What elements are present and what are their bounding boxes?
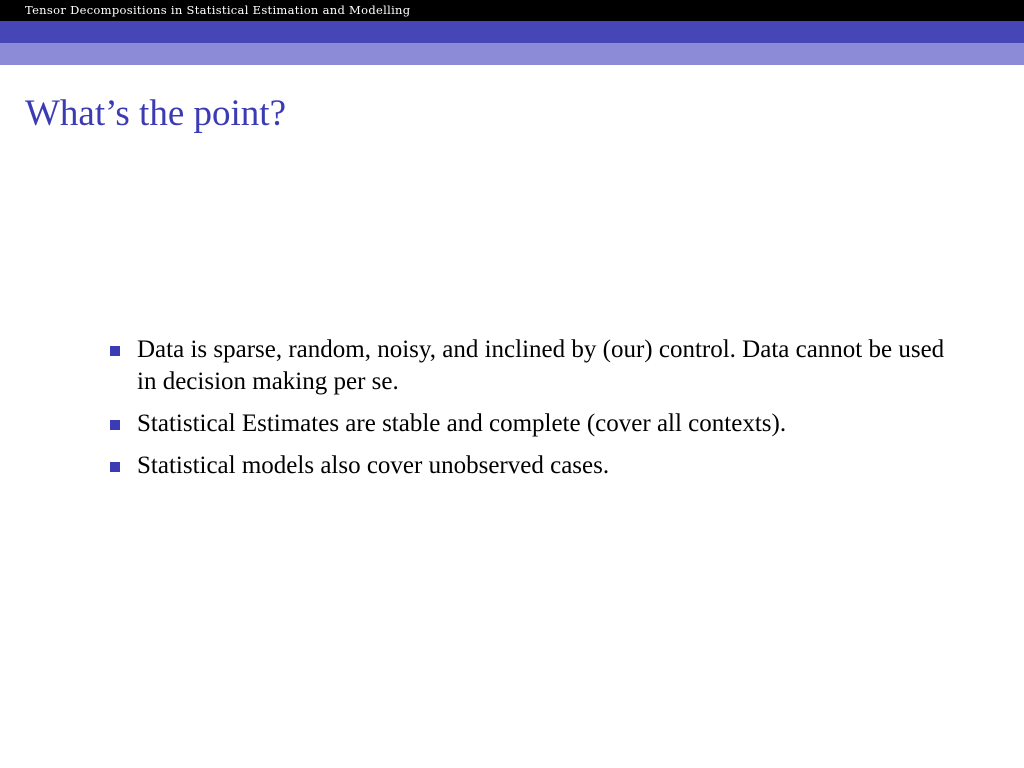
bullet-text: Data is sparse, random, noisy, and inclined by (our) control. Data cannot be used in decision making per se. (137, 336, 945, 395)
bullet-item (108, 408, 968, 440)
header-band-dark (0, 21, 1024, 43)
frame-title: What’s the point? (25, 93, 286, 134)
header-band-light (0, 43, 1024, 65)
bullet-text: Statistical Estimates are stable and complete (cover all contexts). (137, 410, 787, 437)
square-bullet-icon (110, 462, 120, 472)
bullet-list (108, 334, 968, 492)
square-bullet-icon (110, 420, 120, 430)
square-bullet-icon (110, 346, 120, 356)
bullet-item (108, 450, 968, 482)
bullet-item (108, 334, 968, 398)
header-bar (0, 0, 1024, 21)
bullet-text: Statistical models also cover unobserved cases. (137, 452, 610, 479)
presentation-title: Tensor Decompositions in Statistical Estimation and Modelling (25, 3, 411, 17)
